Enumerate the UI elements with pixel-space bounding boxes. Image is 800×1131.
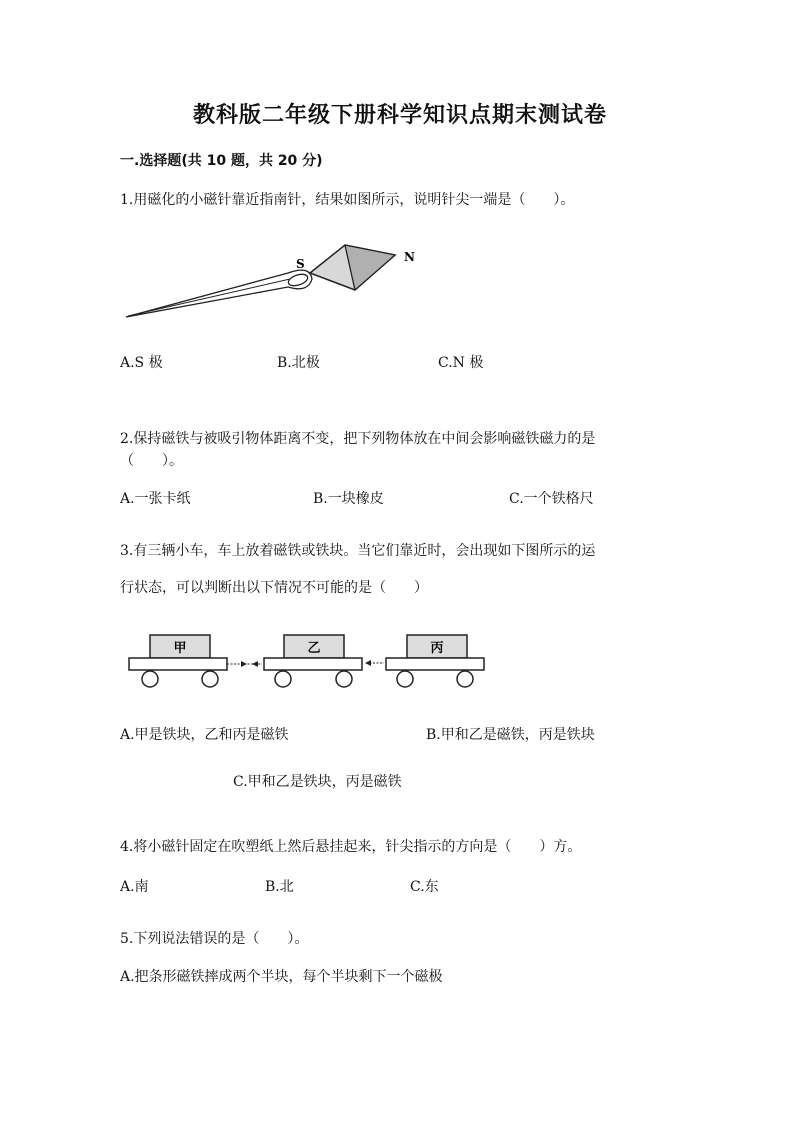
q3-option-a: A.甲是铁块，乙和丙是磁铁: [120, 727, 289, 743]
question-4-text: 4.将小磁针固定在吹塑纸上然后悬挂起来，针尖指示的方向是（ ）方。: [120, 839, 582, 855]
question-3-text-line1: 3.有三辆小车，车上放着磁铁或铁块。当它们靠近时，会出现如下图所示的运: [120, 543, 596, 559]
carts-figure: [126, 630, 488, 690]
cart-yi: [264, 635, 362, 687]
q2-option-a: A.一张卡纸: [120, 491, 191, 507]
section-heading: 一.选择题(共 10 题，共 20 分): [120, 153, 323, 169]
cart-label-jia: 甲: [173, 641, 187, 656]
question-2-text-line2: （ ）。: [120, 453, 183, 469]
q1-option-c: C.N 极: [438, 355, 484, 371]
cart-label-bing: 丙: [430, 641, 444, 656]
question-1-text: 1.用磁化的小磁针靠近指南针，结果如图所示，说明针尖一端是（ ）。: [120, 192, 575, 208]
q5-option-a: A.把条形磁铁摔成两个半块，每个半块剩下一个磁极: [120, 969, 443, 985]
q3-option-b: B.甲和乙是磁铁，丙是铁块: [426, 727, 595, 743]
q1-option-a: A.S 极: [120, 355, 163, 371]
q4-option-c: C.东: [410, 879, 439, 895]
question-3-text-line2: 行状态，可以判断出以下情况不可能的是（ ）: [120, 580, 428, 596]
q1-option-b: B.北极: [277, 355, 320, 371]
q2-option-b: B.一块橡皮: [313, 491, 384, 507]
page-title: 教科版二年级下册科学知识点期末测试卷: [192, 103, 607, 128]
q4-option-a: A.南: [120, 879, 149, 895]
cart-jia: [129, 635, 227, 687]
q3-option-c: C.甲和乙是铁块，丙是磁铁: [233, 774, 402, 790]
cart-bing: [386, 635, 484, 687]
question-2-text-line1: 2.保持磁铁与被吸引物体距离不变，把下列物体放在中间会影响磁铁磁力的是: [120, 431, 596, 447]
q4-option-b: B.北: [265, 879, 294, 895]
q2-option-c: C.一个铁格尺: [509, 491, 594, 507]
needle-compass-figure: [120, 235, 430, 330]
question-5-text: 5.下列说法错误的是（ ）。: [120, 931, 309, 947]
cart-label-yi: 乙: [307, 641, 321, 656]
s-pole-label: S: [296, 257, 305, 271]
n-pole-label: N: [404, 250, 415, 264]
needle-eye: [287, 272, 309, 288]
